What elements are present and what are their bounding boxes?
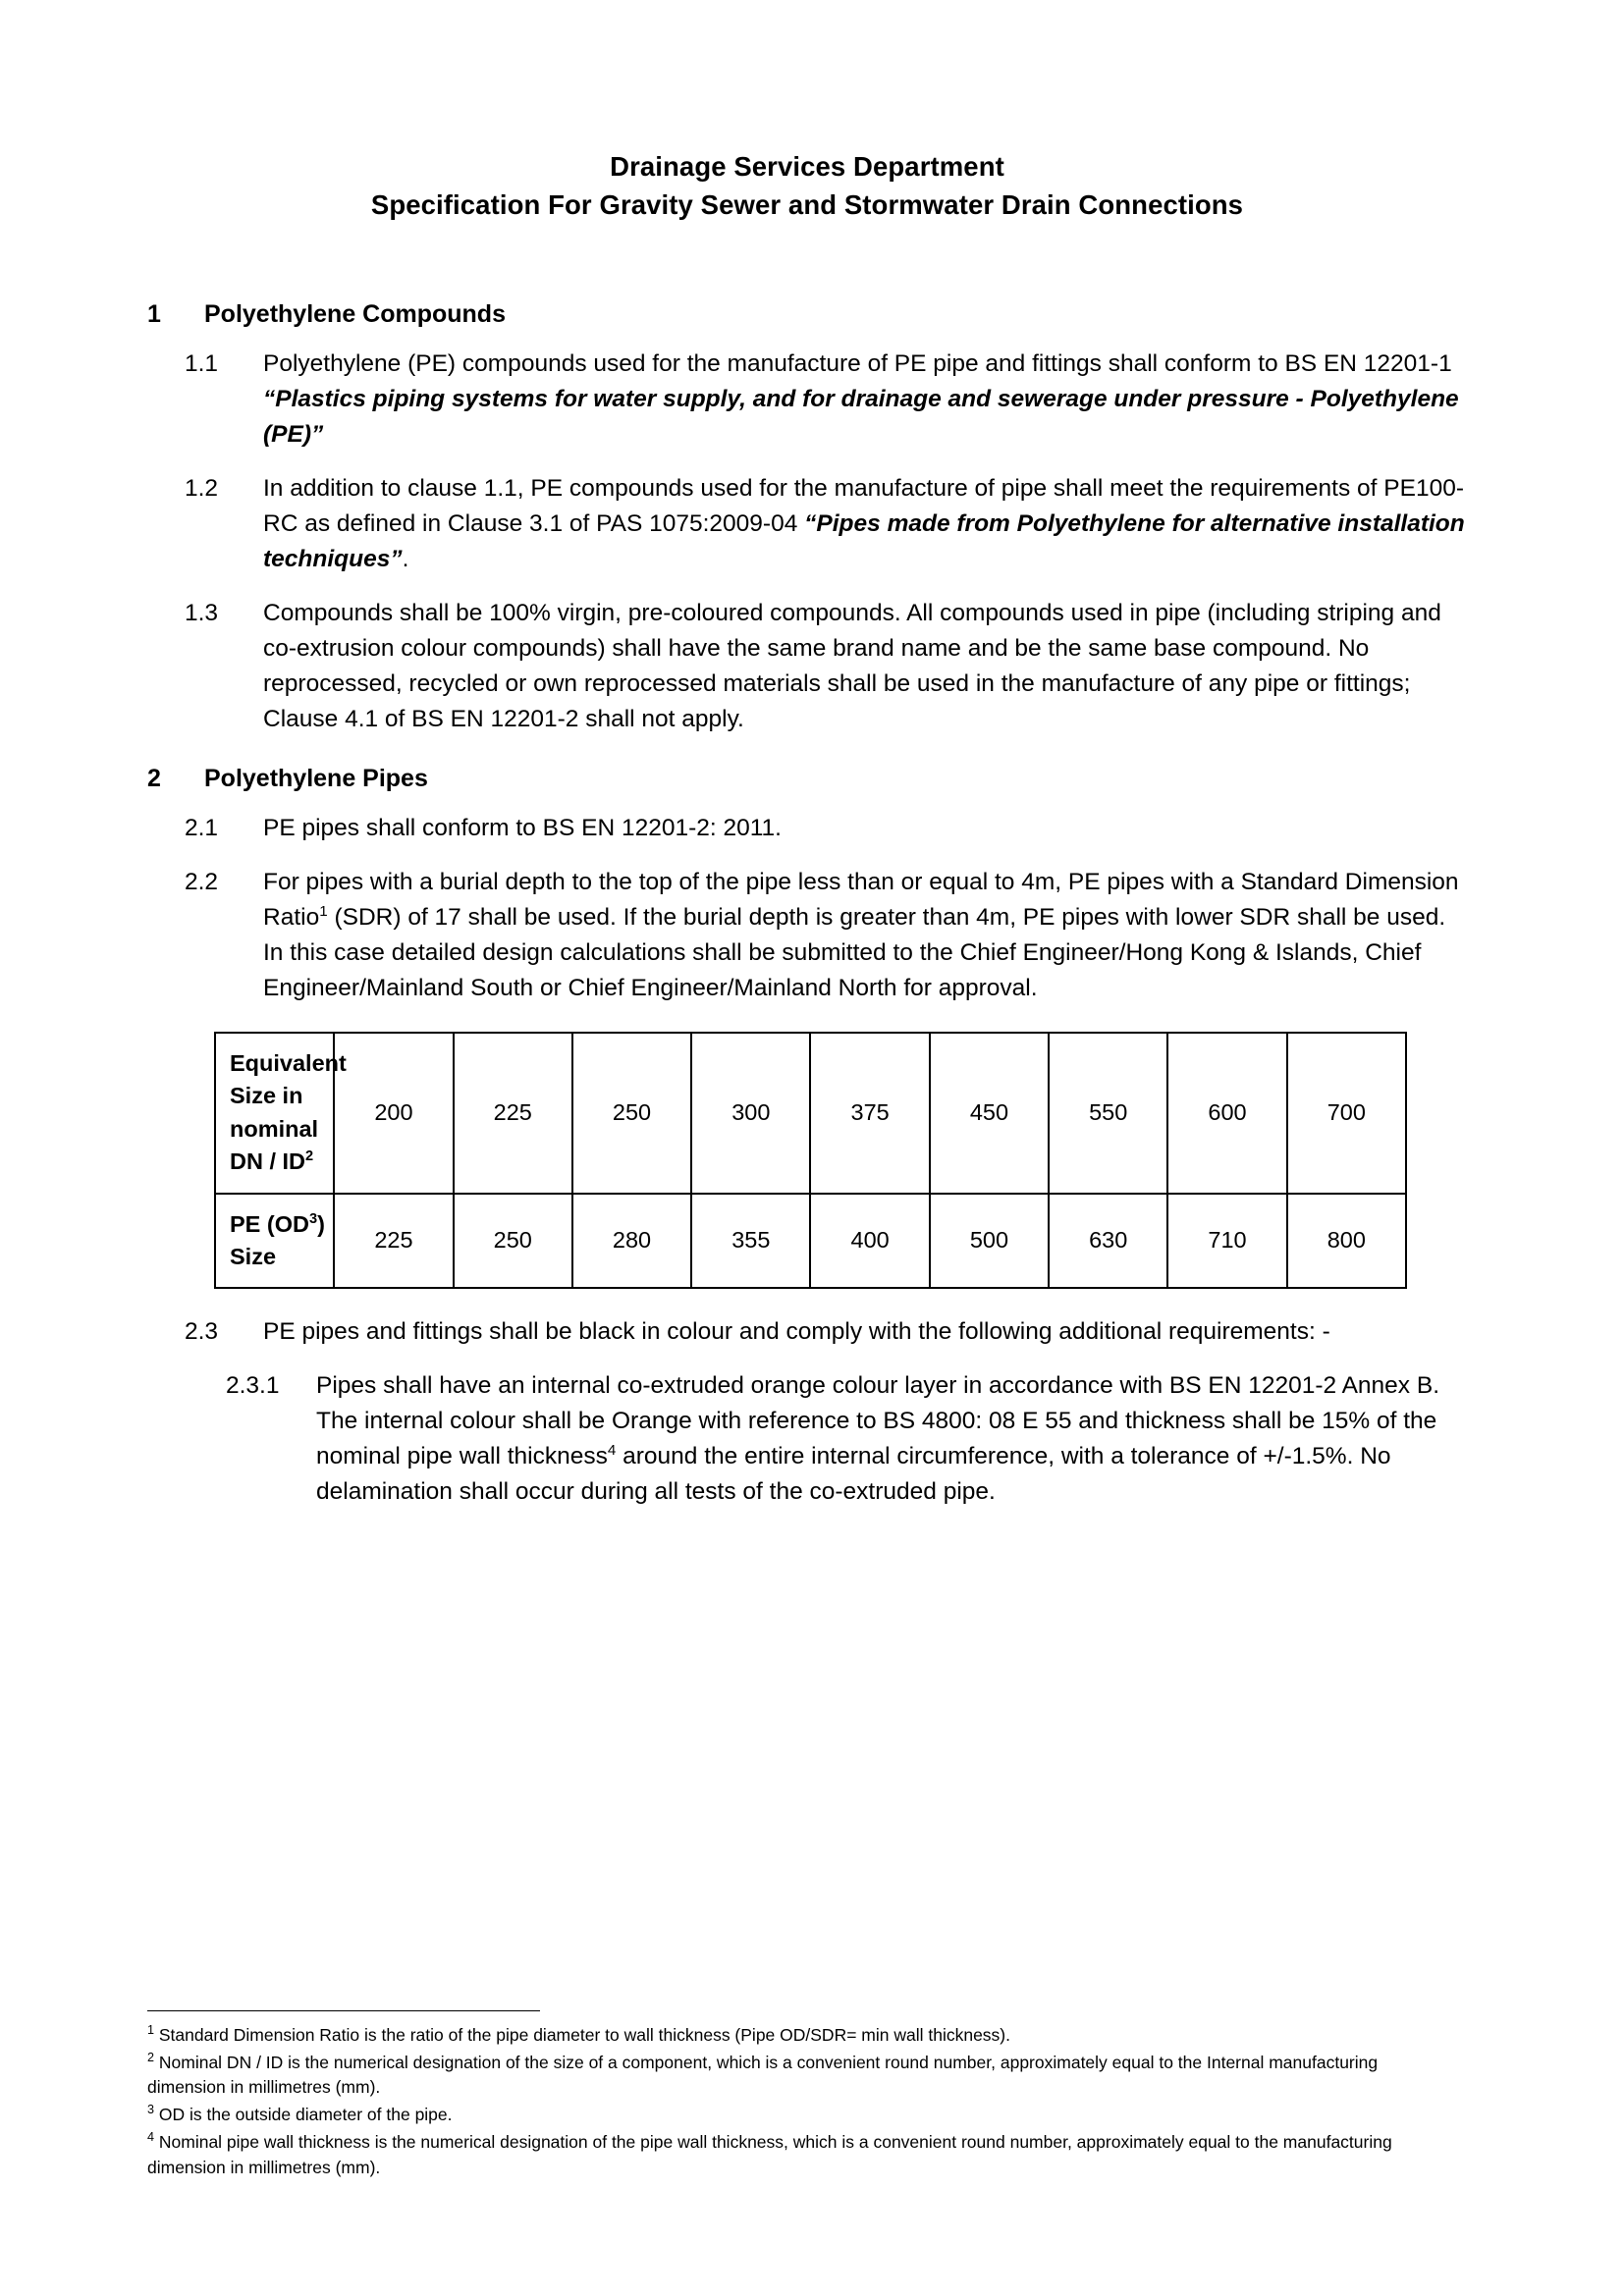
clause-1-3 xyxy=(147,596,1467,737)
clause-2-2-part-1: For pipes with a burial depth to the top of the pipe less than or equal to 4m, PE pipes with a Standard Dimension Ratio xyxy=(263,869,1459,932)
footnote-ref-1: 1 xyxy=(319,902,328,920)
table-row-2-label xyxy=(215,1194,334,1289)
table-cell: 550 xyxy=(1049,1033,1167,1193)
footnote-3 xyxy=(147,2103,1424,2128)
clause-2-1-text: PE pipes shall conform to BS EN 12201-2: 2011. xyxy=(263,815,782,842)
title-line-1: Drainage Services Department xyxy=(610,151,1004,182)
clause-1-1-number: 1.1 xyxy=(185,350,219,378)
table-cell: 500 xyxy=(930,1194,1049,1289)
section-2-number: 2 xyxy=(147,765,161,793)
table-cell: 600 xyxy=(1167,1033,1286,1193)
clause-1-2-part-1: In addition to clause 1.1, PE compounds used for the manufacture of pipe shall meet the requirements of PE100-RC as defined in Clause 3.1 of PAS 1075:2009-04 xyxy=(263,475,1465,538)
clause-2-2-part-2: (SDR) of 17 shall be used. If the burial depth is greater than 4m, PE pipes with lower SDR shall be used. In this case detailed design calculations shall be submitted to the Chief Engineer/Hong Kong & Islands, Chief Engineer/Mainland South or Chief Engineer/Mainland North for approval. xyxy=(263,904,1446,1002)
clause-2-1 xyxy=(147,811,1467,846)
table-row xyxy=(215,1194,1406,1289)
table-cell: 225 xyxy=(334,1194,453,1289)
section-2-heading xyxy=(147,765,1467,793)
clause-2-3 xyxy=(147,1314,1467,1350)
table-cell: 250 xyxy=(454,1194,572,1289)
clause-2-2-text xyxy=(263,865,1467,1006)
footnote-2 xyxy=(147,2051,1424,2102)
footnote-3-marker: 3 xyxy=(147,2103,155,2117)
clause-2-3-1-part-2: around the entire internal circumference, with a tolerance of +/-1.5%. No delamination shall occur during all tests of the co-extruded pipe. xyxy=(316,1443,1391,1506)
footnote-ref-4: 4 xyxy=(607,1442,617,1460)
table-cell: 250 xyxy=(572,1033,691,1193)
footnotes-area xyxy=(147,2010,1424,2183)
clause-1-2 xyxy=(147,471,1467,577)
section-2 xyxy=(147,765,1467,1510)
clause-2-2-number: 2.2 xyxy=(185,869,219,896)
table-cell: 225 xyxy=(454,1033,572,1193)
clause-2-3-1-number: 2.3.1 xyxy=(226,1372,280,1400)
clause-1-1 xyxy=(147,347,1467,453)
title-line-2: Specification For Gravity Sewer and Stormwater Drain Connections xyxy=(370,189,1244,221)
clause-2-1-number: 2.1 xyxy=(185,815,219,842)
clause-2-3-number: 2.3 xyxy=(185,1318,219,1346)
clause-2-3-1-text xyxy=(316,1368,1467,1510)
section-1-title: Polyethylene Compounds xyxy=(204,300,506,329)
clause-1-1-text xyxy=(263,347,1467,453)
footnote-4 xyxy=(147,2130,1424,2181)
table-cell: 375 xyxy=(810,1033,929,1193)
clause-2-2 xyxy=(147,865,1467,1006)
section-2-title: Polyethylene Pipes xyxy=(204,765,428,793)
clause-1-1-part-1: Polyethylene (PE) compounds used for the manufacture of PE pipe and fittings shall conform to BS EN 12201-1 xyxy=(263,350,1452,378)
table-cell: 300 xyxy=(691,1033,810,1193)
table-cell: 280 xyxy=(572,1194,691,1289)
table-row-1-label xyxy=(215,1033,347,1193)
clause-1-3-number: 1.3 xyxy=(185,600,219,627)
footnote-1-text: Standard Dimension Ratio is the ratio of the pipe diameter to wall thickness (Pipe OD/SDR= min wall thickness). xyxy=(154,2024,1010,2045)
clause-1-2-italic: “Pipes made from Polyethylene for alternative installation techniques” xyxy=(263,510,1465,573)
section-1-number: 1 xyxy=(147,300,161,329)
document-title xyxy=(147,147,1467,224)
clause-1-2-number: 1.2 xyxy=(185,475,219,503)
clause-1-2-part-2: . xyxy=(402,546,409,573)
footnote-ref-3: 3 xyxy=(308,1210,318,1227)
clause-1-2-text xyxy=(263,471,1467,577)
clause-1-3-text: Compounds shall be 100% virgin, pre-coloured compounds. All compounds used in pipe (including striping and co-extrusion colour compounds) shall have the same brand name and be the same base compound. No reprocessed, recycled or own reprocessed materials shall be used in the manufacture of any pipe or fittings; Clause 4.1 of BS EN 12201-2 shall not apply. xyxy=(263,600,1441,733)
table-cell: 400 xyxy=(810,1194,929,1289)
table-cell: 450 xyxy=(930,1033,1049,1193)
footnote-separator xyxy=(147,2010,540,2011)
clause-2-3-1-part-1: Pipes shall have an internal co-extruded orange colour layer in accordance with BS EN 12201-2 Annex B. The internal colour shall be Orange with reference to BS 4800: 08 E 55 and thickness shall be 15% of the nominal pipe wall thickness xyxy=(316,1372,1440,1470)
section-1-heading xyxy=(147,300,1467,329)
footnote-1 xyxy=(147,2023,1424,2049)
table-cell: 355 xyxy=(691,1194,810,1289)
table-row-1-label-b: nominal DN / ID xyxy=(230,1115,319,1175)
footnote-1-marker: 1 xyxy=(147,2022,155,2037)
table-cell: 800 xyxy=(1287,1194,1406,1289)
footnote-3-text: OD is the outside diameter of the pipe. xyxy=(154,2105,453,2125)
table-row-2-label-a: PE (OD xyxy=(230,1210,309,1237)
table-row-2-label-b: ) Size xyxy=(230,1210,325,1269)
clause-2-3-text: PE pipes and fittings shall be black in colour and comply with the following additional requirements: - xyxy=(263,1318,1330,1346)
footnote-4-text: Nominal pipe wall thickness is the numerical designation of the pipe wall thickness, which is a convenient round number, approximately equal to the manufacturing dimension in millimetres (mm). xyxy=(147,2132,1392,2178)
footnote-4-marker: 4 xyxy=(147,2130,155,2145)
section-1 xyxy=(147,300,1467,737)
clause-2-3-1 xyxy=(147,1368,1467,1510)
table-row-1-label-a: Equivalent Size in xyxy=(230,1050,347,1109)
table-row xyxy=(215,1033,1406,1193)
footnote-2-text: Nominal DN / ID is the numerical designation of the size of a component, which is a convenient round number, approximately equal to the Internal manufacturing dimension in millimetres (mm). xyxy=(147,2052,1379,2098)
table-cell: 710 xyxy=(1167,1194,1286,1289)
clause-1-1-italic: “Plastics piping systems for water supply, and for drainage and sewerage under pressure - Polyethylene (PE)” xyxy=(263,386,1459,449)
table-cell: 200 xyxy=(334,1033,453,1193)
footnote-2-marker: 2 xyxy=(147,2050,155,2064)
pipe-size-table xyxy=(214,1032,1407,1289)
table-cell: 630 xyxy=(1049,1194,1167,1289)
table-cell: 700 xyxy=(1287,1033,1406,1193)
footnote-ref-2: 2 xyxy=(305,1148,314,1165)
